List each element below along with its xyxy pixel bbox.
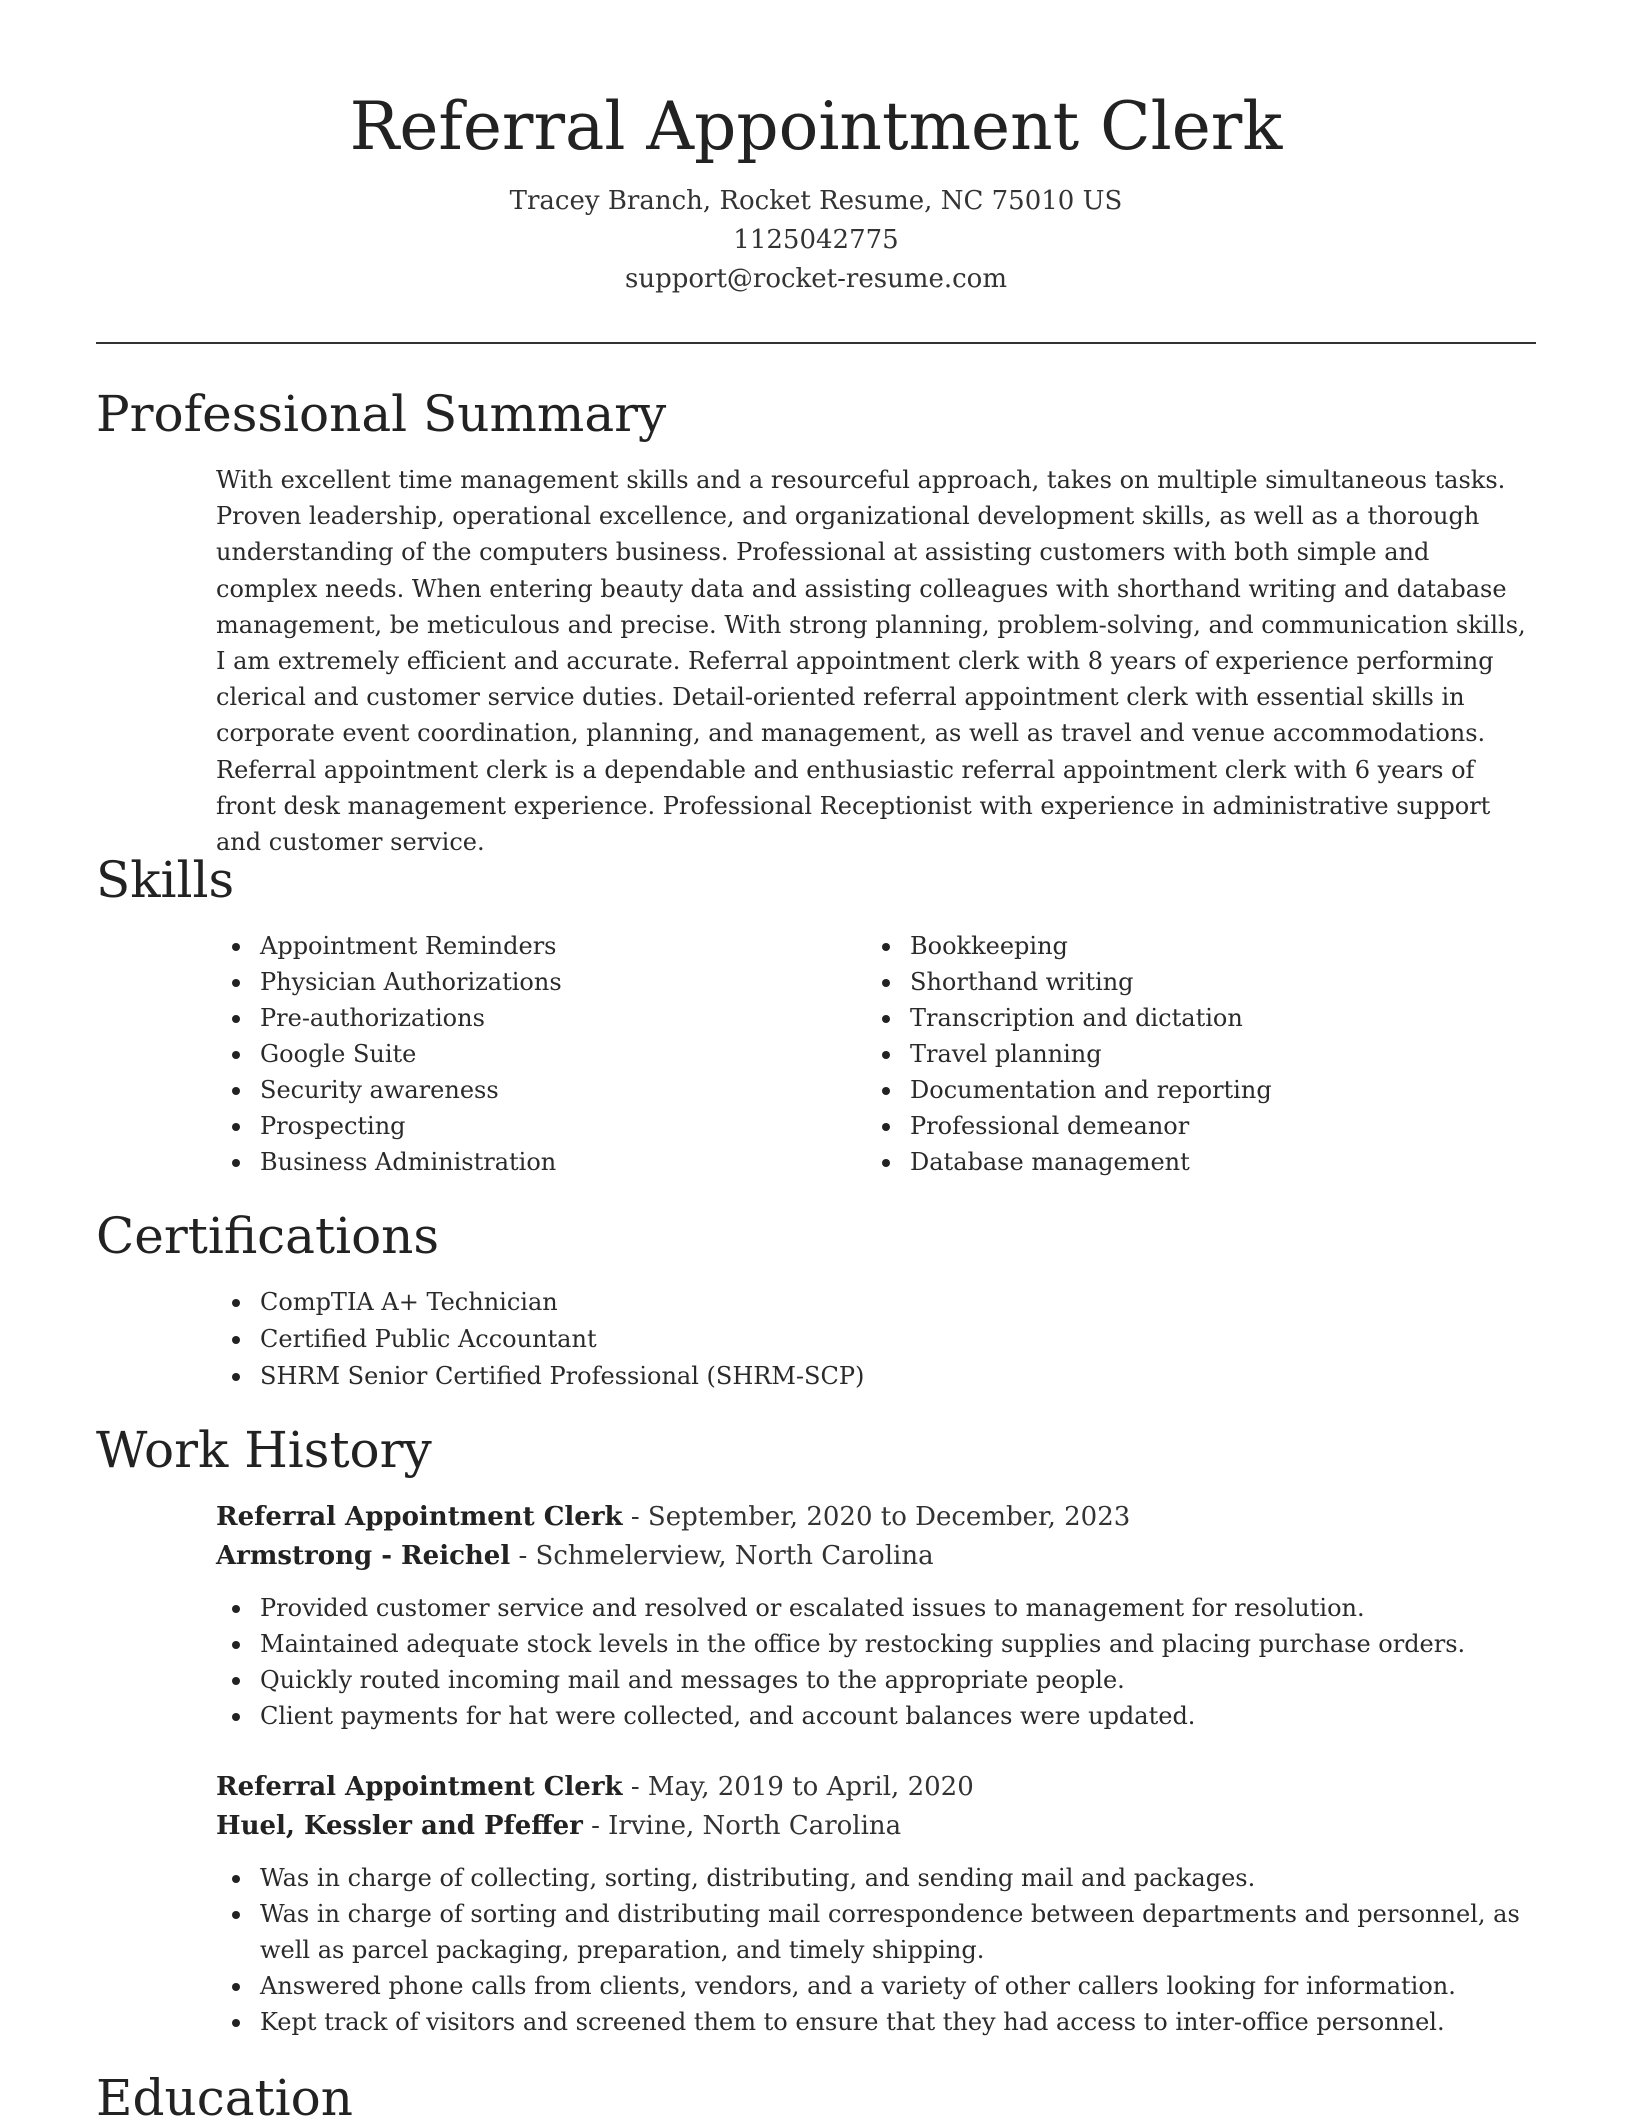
job-location: - Irvine, North Carolina — [582, 1811, 902, 1841]
job-duty: Was in charge of sorting and distributing mail correspondence between departments and personnel, as well as parcel packaging, preparation, and timely shipping. — [216, 1896, 1536, 1968]
job-duty: Client payments for hat were collected, and account balances were updated. — [216, 1698, 1536, 1734]
skill-item: Shorthand writing — [866, 964, 1506, 1000]
job-company: Armstrong - Reichel — [216, 1541, 511, 1571]
contact-block — [0, 182, 1632, 299]
job-entry — [216, 1768, 1536, 2040]
skills-list-right — [866, 928, 1506, 1180]
job-company-line — [216, 1537, 1536, 1576]
job-role: Referral Appointment Clerk — [216, 1772, 623, 1802]
summary-heading: Professional Summary — [96, 385, 667, 443]
job-duties-list — [216, 1860, 1536, 2040]
skill-item: Security awareness — [216, 1072, 856, 1108]
skill-item: Prospecting — [216, 1108, 856, 1144]
contact-email: support@rocket-resume.com — [624, 264, 1007, 294]
job-duty: Answered phone calls from clients, vendors, and a variety of other callers looking for information. — [216, 1968, 1536, 2004]
skill-item: Business Administration — [216, 1144, 856, 1180]
job-company-line — [216, 1807, 1536, 1846]
certification-item: CompTIA A+ Technician — [216, 1284, 1536, 1321]
resume-header — [0, 0, 1632, 299]
work-history-heading: Work History — [96, 1421, 432, 1479]
skill-item: Pre-authorizations — [216, 1000, 856, 1036]
skill-item: Google Suite — [216, 1036, 856, 1072]
job-entry — [216, 1498, 1536, 1734]
skill-item: Documentation and reporting — [866, 1072, 1506, 1108]
skills-heading: Skills — [96, 851, 235, 909]
education-heading: Education — [96, 2069, 353, 2127]
skill-item: Professional demeanor — [866, 1108, 1506, 1144]
header-divider — [96, 342, 1536, 344]
contact-address: Tracey Branch, Rocket Resume, NC 75010 US — [509, 186, 1123, 216]
skill-item: Appointment Reminders — [216, 928, 856, 964]
job-title-line — [216, 1498, 1536, 1537]
skill-item: Bookkeeping — [866, 928, 1506, 964]
skill-item: Transcription and dictation — [866, 1000, 1506, 1036]
skill-item: Database management — [866, 1144, 1506, 1180]
job-company: Huel, Kessler and Pfeffer — [216, 1811, 583, 1841]
skill-item: Physician Authorizations — [216, 964, 856, 1000]
job-title-line — [216, 1768, 1536, 1807]
job-dates: - May, 2019 to April, 2020 — [622, 1772, 974, 1802]
job-location: - Schmelerview, North Carolina — [510, 1541, 934, 1571]
job-duty: Maintained adequate stock levels in the office by restocking supplies and placing purchase orders. — [216, 1626, 1536, 1662]
summary-text: With excellent time management skills and a resourceful approach, takes on multiple simultaneous tasks. Proven leadership, operational excellence, and organizational development skills, as well as a thorough understanding of the computers business. Professional at assisting customers with both simple and complex needs. When entering beauty data and assisting colleagues with shorthand writing and database management, be meticulous and precise. With strong planning, problem-solving, and communication skills, I am extremely efficient and accurate. Referral appointment clerk with 8 years of experience performing clerical and customer service duties. Detail-oriented referral appointment clerk with essential skills in corporate event coordination, planning, and management, as well as travel and venue accommodations. Referral appointment clerk is a dependable and enthusiastic referral appointment clerk with 6 years of front desk management experience. Professional Receptionist with experience in administrative support and customer service. — [216, 466, 1526, 857]
job-dates: - September, 2020 to December, 2023 — [622, 1502, 1131, 1532]
job-duty: Quickly routed incoming mail and messages to the appropriate people. — [216, 1662, 1536, 1698]
certification-item: Certified Public Accountant — [216, 1321, 1536, 1358]
skill-item: Travel planning — [866, 1036, 1506, 1072]
job-duties-list — [216, 1590, 1536, 1734]
job-duty: Was in charge of collecting, sorting, distributing, and sending mail and packages. — [216, 1860, 1536, 1896]
certification-item: SHRM Senior Certified Professional (SHRM-SCP) — [216, 1358, 1536, 1395]
resume-title: Referral Appointment Clerk — [349, 88, 1283, 165]
job-duty: Provided customer service and resolved or escalated issues to management for resolution. — [216, 1590, 1536, 1626]
certifications-list — [216, 1284, 1536, 1395]
certifications-heading: Certifications — [96, 1207, 440, 1265]
job-role: Referral Appointment Clerk — [216, 1502, 623, 1532]
skills-list-left — [216, 928, 856, 1180]
job-duty: Kept track of visitors and screened them to ensure that they had access to inter-office personnel. — [216, 2004, 1536, 2040]
contact-phone: 1125042775 — [733, 225, 899, 255]
